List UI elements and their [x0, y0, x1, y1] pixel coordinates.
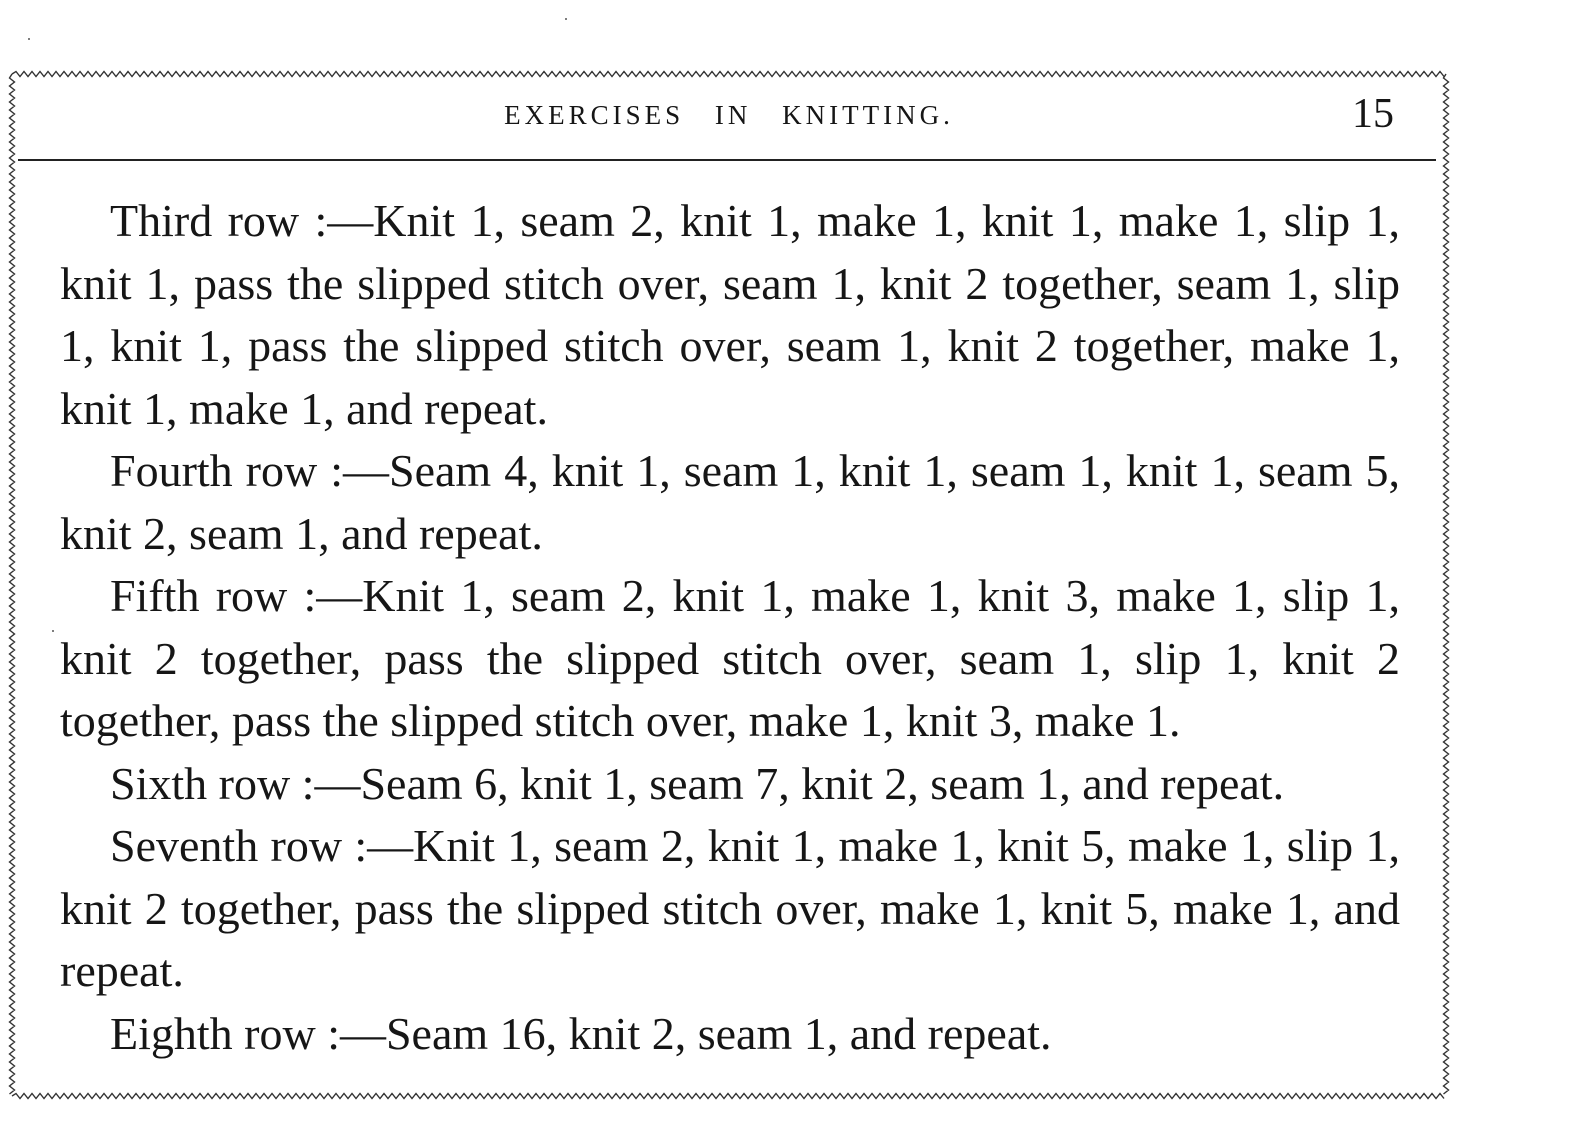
paragraph-seventh-row: Seventh row :—Knit 1, seam 2, knit 1, make 1, knit 5, make 1, slip 1, knit 2 together, pass the slipped stitch over, make 1, knit 5, make 1, and repeat.	[60, 820, 1400, 996]
border-bottom-wave	[12, 1094, 1444, 1099]
paragraph-eighth-row: Eighth row :—Seam 16, knit 2, seam 1, and repeat.	[110, 1007, 1052, 1059]
running-title: EXERCISES IN KNITTING.	[504, 100, 954, 130]
header-rule	[18, 159, 1436, 161]
border-top-wave	[12, 72, 1444, 77]
page-number: 15	[1352, 91, 1394, 137]
paragraph-third-row: Third row :—Knit 1, seam 2, knit 1, make 1, knit 1, make 1, slip 1, knit 1, pass the slipped stitch over, seam 1, knit 2 together, seam 1, slip 1, knit 1, pass the slipped stitch over, seam 1, knit 2 together, make 1, knit 1, make 1, and repeat.	[60, 195, 1400, 434]
border-right-wave	[1444, 74, 1449, 1094]
stray-speck	[565, 18, 567, 20]
stray-speck	[52, 630, 54, 632]
paragraph-fourth-row: Fourth row :—Seam 4, knit 1, seam 1, knit 1, seam 1, knit 1, seam 5, knit 2, seam 1, and repeat.	[60, 445, 1400, 559]
body-text	[60, 190, 1400, 1065]
running-head	[8, 91, 1450, 140]
stray-speck	[28, 38, 30, 40]
paragraph-fifth-row: Fifth row :—Knit 1, seam 2, knit 1, make 1, knit 3, make 1, slip 1, knit 2 together, pass the slipped stitch over, seam 1, slip 1, knit 2 together, pass the slipped stitch over, make 1, knit 3, make 1.	[60, 570, 1400, 746]
border-left-wave	[10, 74, 15, 1094]
paragraph-sixth-row: Sixth row :—Seam 6, knit 1, seam 7, knit 2, seam 1, and repeat.	[110, 757, 1285, 809]
